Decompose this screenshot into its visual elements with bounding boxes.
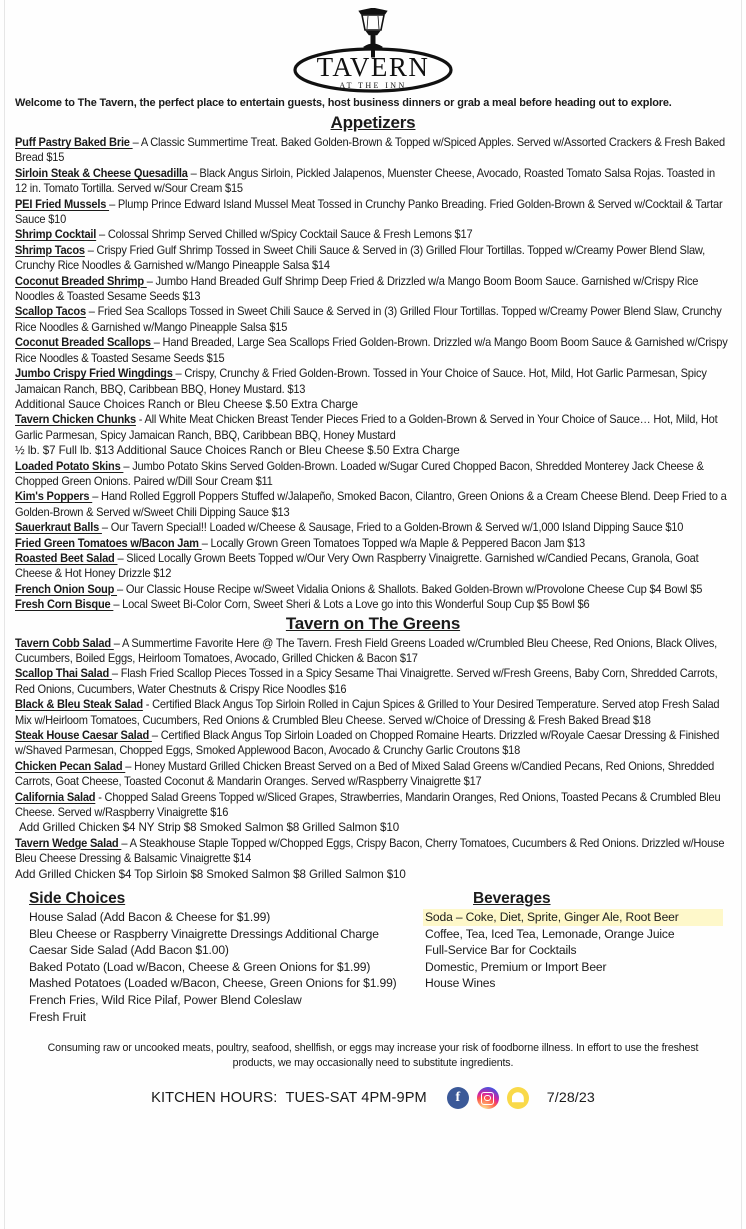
section-appetizers bbox=[15, 135, 731, 613]
menu-item bbox=[15, 790, 730, 821]
menu-item bbox=[15, 666, 730, 697]
menu-item-desc: – Crispy, Crunchy & Fried Golden-Brown. Tossed in Your Choice of Sauce. Hot, Mild, Hot Garlic Parmesan, Spicy Jamaican Ranch, BBQ, Caribbean BBQ, Honey Mustard. $13 bbox=[15, 367, 707, 396]
menu-item-desc: – Crispy Fried Gulf Shrimp Tossed in Sweet Chili Sauce & Served in (3) Grilled Flour Tortillas. Topped w/Creamy Power Blend Slaw, Crunchy Rice Noodles & Garnished w/Mango Pineapple Salsa $14 bbox=[15, 243, 705, 273]
side-choice-line: Fresh Fruit bbox=[29, 1009, 86, 1024]
section-heading-appetizers: Appetizers bbox=[330, 113, 416, 132]
menu-item-desc: – Local Sweet Bi-Color Corn, Sweet Sheri & Lots a Love go into this Wonderful Soup Cup $5 Bowl $6 bbox=[113, 598, 590, 612]
svg-text:AT THE INN: AT THE INN bbox=[339, 81, 407, 90]
menu-item-desc: – Hand Breaded, Large Sea Scallops Fried Golden-Brown. Drizzled w/a Mango Boom Boom Sauce & Garnished w/Crispy Rice Noodles & Toasted Sesame Seeds $15 bbox=[15, 336, 728, 365]
menu-item bbox=[15, 227, 730, 242]
section-heading-greens: Tavern on The Greens bbox=[285, 613, 461, 633]
menu-note: Additional Sauce Choices Ranch or Bleu Cheese $.50 Extra Charge bbox=[15, 397, 359, 411]
menu-item-desc: – Plump Prince Edward Island Mussel Meat Tossed in Crunchy Panko Breading. Fried Golden-Brown & Served w/Cocktail & Tartar Sauce $10 bbox=[15, 197, 723, 227]
welcome-text: Welcome to The Tavern, the perfect place to entertain guests, host business dinners or grab a meal before heading out to explore. bbox=[15, 97, 672, 109]
side-choices-heading: Side Choices bbox=[29, 890, 126, 908]
menu-item-desc: – Hand Rolled Eggroll Poppers Stuffed w/Jalapeño, Smoked Bacon, Cilantro, Green Onions & a Cream Cheese Blend. Deep Fried to a Golden-Brown & Served w/Sweet Chili Dipping Sauce $13 bbox=[15, 490, 727, 519]
menu-item-name: Roasted Beet Salad bbox=[15, 551, 118, 565]
menu-item-name: Puff Pastry Baked Brie bbox=[15, 136, 133, 149]
side-choices-column bbox=[15, 889, 423, 1025]
menu-item bbox=[15, 489, 730, 520]
menu-item-name: Coconut Breaded Shrimp bbox=[15, 274, 147, 288]
menu-item-name: Shrimp Cocktail bbox=[15, 228, 97, 242]
beverage-line: Full-Service Bar for Cocktails bbox=[425, 943, 577, 958]
menu-item-desc: – Sliced Locally Grown Beets Topped w/Our Very Own Raspberry Vinaigrette. Garnished w/Candied Pecans, Granola, Goat Cheese & Hot Honey Drizzle $12 bbox=[15, 551, 699, 581]
menu-item-name: Tavern Wedge Salad bbox=[15, 836, 122, 850]
section-greens bbox=[15, 636, 731, 883]
restaurant-logo bbox=[15, 0, 731, 96]
side-choice-line: Baked Potato (Load w/Bacon, Cheese & Green Onions for $1.99) bbox=[29, 959, 371, 974]
menu-note: ½ lb. $7 Full lb. $13 Additional Sauce Choices Ranch or Bleu Cheese $.50 Extra Charge bbox=[15, 444, 460, 458]
menu-item bbox=[15, 135, 730, 166]
menu-item-name: Fresh Corn Bisque bbox=[15, 598, 114, 612]
beverages-column bbox=[423, 889, 723, 1025]
menu-item-name: French Onion Soup bbox=[15, 582, 118, 596]
menu-item-desc: – Colossal Shrimp Served Chilled w/Spicy Cocktail Sauce & Fresh Lemons $17 bbox=[96, 228, 473, 242]
menu-item bbox=[15, 597, 730, 612]
menu-item-name: Coconut Breaded Scallops bbox=[15, 336, 154, 350]
menu-item-desc: – Black Angus Sirloin, Pickled Jalapenos, Muenster Cheese, Avocado, Roasted Tomato Salsa Rojas. Toasted in 12 in. Tomato Tortilla. Served w/Sour Cream $15 bbox=[15, 166, 715, 196]
menu-item bbox=[15, 366, 730, 397]
menu-item bbox=[15, 536, 730, 551]
menu-item-name: Scallop Tacos bbox=[15, 305, 86, 319]
menu-item-desc: - Chopped Salad Greens Topped w/Sliced Grapes, Strawberries, Mandarin Oranges, Red Onions, Toasted Pecans & Crumbled Bleu Cheese. Served w/Raspberry Vinaigrette $16 bbox=[15, 790, 721, 820]
menu-item bbox=[15, 166, 730, 197]
menu-item-name: Sauerkraut Balls bbox=[15, 521, 102, 535]
menu-item-name: Tavern Cobb Salad bbox=[15, 636, 114, 650]
kitchen-hours: KITCHEN HOURS: TUES-SAT 4PM-9PM bbox=[151, 1090, 427, 1107]
side-choice-line: Bleu Cheese or Raspberry Vinaigrette Dressings Additional Charge bbox=[29, 926, 379, 941]
menu-item bbox=[15, 697, 730, 728]
menu-item bbox=[15, 759, 730, 790]
menu-item-desc: – Our Tavern Special!! Loaded w/Cheese & Sausage, Fried to a Golden-Brown & Served w/1,000 Island Dipping Sauce $10 bbox=[101, 521, 684, 535]
menu-item-name: Black & Bleu Steak Salad bbox=[15, 698, 143, 712]
menu-item-name: California Salad bbox=[15, 790, 96, 804]
menu-item-desc: – Jumbo Potato Skins Served Golden-Brown. Loaded w/Sugar Cured Chopped Bacon, Shredded Monterey Jack Cheese & Chopped Green Onions. Paired w/Dill Sour Cream $11 bbox=[15, 459, 704, 488]
beverage-line: Domestic, Premium or Import Beer bbox=[425, 959, 607, 974]
side-choice-line: Mashed Potatoes (Loaded w/Bacon, Cheese, Green Onions for $1.99) bbox=[29, 976, 397, 991]
menu-item-name: Jumbo Crispy Fried Wingdings bbox=[15, 367, 176, 381]
food-safety-disclaimer: Consuming raw or uncooked meats, poultry, seafood, shellfish, or eggs may increase your risk of foodborne illness. In effort to use the freshest products, we may occasionally need to substitute ingredients. bbox=[47, 1042, 699, 1069]
menu-item-desc: – A Summertime Favorite Here @ The Tavern. Fresh Field Greens Loaded w/Crumbled Bleu Cheese, Red Onions, Black Olives, Cucumbers, Boiled Eggs, Heirloom Tomatoes, Avocado, Grilled Chicken & Bacon $17 bbox=[15, 636, 718, 665]
side-choice-line: French Fries, Wild Rice Pilaf, Power Blend Coleslaw bbox=[29, 993, 302, 1008]
menu-item bbox=[15, 243, 730, 274]
svg-text:TAVERN: TAVERN bbox=[316, 52, 430, 82]
instagram-icon[interactable] bbox=[477, 1087, 499, 1109]
menu-item-name: Loaded Potato Skins bbox=[15, 459, 124, 473]
menu-item bbox=[15, 636, 730, 667]
menu-item bbox=[15, 197, 730, 228]
menu-item-desc: – Flash Fried Scallop Pieces Tossed in a Spicy Sesame Thai Vinaigrette. Served w/Fresh Greens, Baby Corn, Shredded Carrots, Red Onions, Cucumbers, Water Chestnuts & Crispy Rice Noodles $16 bbox=[15, 667, 718, 696]
beverage-line: Coffee, Tea, Iced Tea, Lemonade, Orange Juice bbox=[425, 926, 675, 941]
menu-item-name: Kim's Poppers bbox=[15, 490, 93, 504]
menu-item bbox=[15, 520, 730, 535]
tavern-logo-graphic bbox=[286, 8, 460, 94]
menu-item-name: Steak House Caesar Salad bbox=[15, 729, 152, 743]
menu-item-name: Tavern Chicken Chunks bbox=[15, 413, 136, 427]
social-links bbox=[447, 1087, 529, 1109]
menu-item bbox=[15, 274, 730, 305]
menu-item bbox=[15, 412, 730, 443]
menu-item-name: Chicken Pecan Salad bbox=[15, 759, 126, 773]
menu-item-desc: – Locally Grown Green Tomatoes Topped w/a Maple & Peppered Bacon Jam $13 bbox=[201, 536, 585, 550]
menu-item bbox=[15, 304, 730, 335]
menu-item bbox=[15, 728, 730, 759]
facebook-icon[interactable]: f bbox=[447, 1087, 469, 1109]
nextdoor-icon[interactable] bbox=[507, 1087, 529, 1109]
menu-item-name: Shrimp Tacos bbox=[15, 243, 85, 257]
menu-item bbox=[15, 459, 730, 490]
beverage-line: Soda – Coke, Diet, Sprite, Ginger Ale, Root Beer bbox=[423, 909, 723, 926]
menu-date: 7/28/23 bbox=[546, 1090, 595, 1107]
menu-item-desc: – Our Classic House Recipe w/Sweet Vidalia Onions & Shallots. Baked Golden-Brown w/Provolone Cheese Cup $4 Bowl $5 bbox=[117, 582, 703, 596]
menu-item-desc: – Certified Black Angus Top Sirloin Loaded on Chopped Romaine Hearts. Drizzled w/Royale Caesar Dressing & Finished w/Shaved Parmesan, Chopped Eggs, Smoked Applewood Bacon, Avocado & Crunchy Garlic Croutons $18 bbox=[15, 729, 720, 758]
beverage-line: House Wines bbox=[425, 976, 496, 991]
menu-item-name: Fried Green Tomatoes w/Bacon Jam bbox=[15, 536, 202, 550]
side-choice-line: House Salad (Add Bacon & Cheese for $1.99) bbox=[29, 910, 271, 925]
footer bbox=[15, 1087, 731, 1109]
menu-item bbox=[15, 551, 730, 582]
menu-note: Add Grilled Chicken $4 NY Strip $8 Smoked Salmon $8 Grilled Salmon $10 bbox=[19, 821, 400, 835]
menu-item-desc: – Fried Sea Scallops Tossed in Sweet Chili Sauce & Served in (3) Grilled Flour Tortillas. Topped w/Creamy Power Blend Slaw, Crunchy Rice Noodles & Garnished w/Mango Pineapple Salsa $15 bbox=[15, 305, 722, 334]
menu-item-desc: - Certified Black Angus Top Sirloin Rolled in Cajun Spices & Grilled to Your Desired Temperature. Served atop Fresh Salad Mix w/Heirloom Tomatoes, Cucumbers, Red Onions & Crumbled Bleu Cheese. Served w/Choice of Dressing & Fresh Baked Bread $18 bbox=[15, 698, 720, 727]
menu-note: Add Grilled Chicken $4 Top Sirloin $8 Smoked Salmon $8 Grilled Salmon $10 bbox=[15, 867, 406, 881]
menu-item-name: Scallop Thai Salad bbox=[15, 667, 112, 681]
menu-item-desc: – Honey Mustard Grilled Chicken Breast Served on a Bed of Mixed Salad Greens w/Candied Pecans, Red Onions, Shredded Carrots, Goat Cheese, Toasted Coconut & Mandarin Oranges. Served w/Raspberry Vinaigrette $17 bbox=[15, 759, 715, 789]
menu-item-name: Sirloin Steak & Cheese Quesadilla bbox=[15, 166, 188, 180]
menu-item-desc: – A Steakhouse Staple Topped w/Chopped Eggs, Crispy Bacon, Cherry Tomatoes, Cucumbers & Red Onions. Drizzled w/House Bleu Cheese Dressing & Balsamic Vinaigrette $14 bbox=[15, 836, 725, 866]
side-choice-line: Caesar Side Salad (Add Bacon $1.00) bbox=[29, 943, 229, 958]
menu-item bbox=[15, 335, 730, 366]
menu-item-desc: – Jumbo Hand Breaded Gulf Shrimp Deep Fried & Drizzled w/a Mango Boom Boom Sauce. Garnished w/Crispy Rice Noodles & Toasted Sesame Seeds $13 bbox=[15, 274, 699, 304]
menu-item-desc: - All White Meat Chicken Breast Tender Pieces Fried to a Golden-Brown & Served in Your Choice of Sauce… Hot, Mild, Hot Garlic Parmesan, Spicy Jamaican Ranch, BBQ, Caribbean BBQ, Honey Mustard bbox=[15, 413, 718, 442]
menu-item-desc: – A Classic Summertime Treat. Baked Golden-Brown & Topped w/Spiced Apples. Served w/Assorted Crackers & Fresh Baked Bread $15 bbox=[15, 136, 725, 165]
menu-item-name: PEI Fried Mussels bbox=[15, 197, 110, 211]
menu-item bbox=[15, 836, 730, 867]
menu-item bbox=[15, 582, 730, 597]
bottom-columns bbox=[15, 889, 731, 1025]
beverages-heading: Beverages bbox=[473, 890, 551, 908]
